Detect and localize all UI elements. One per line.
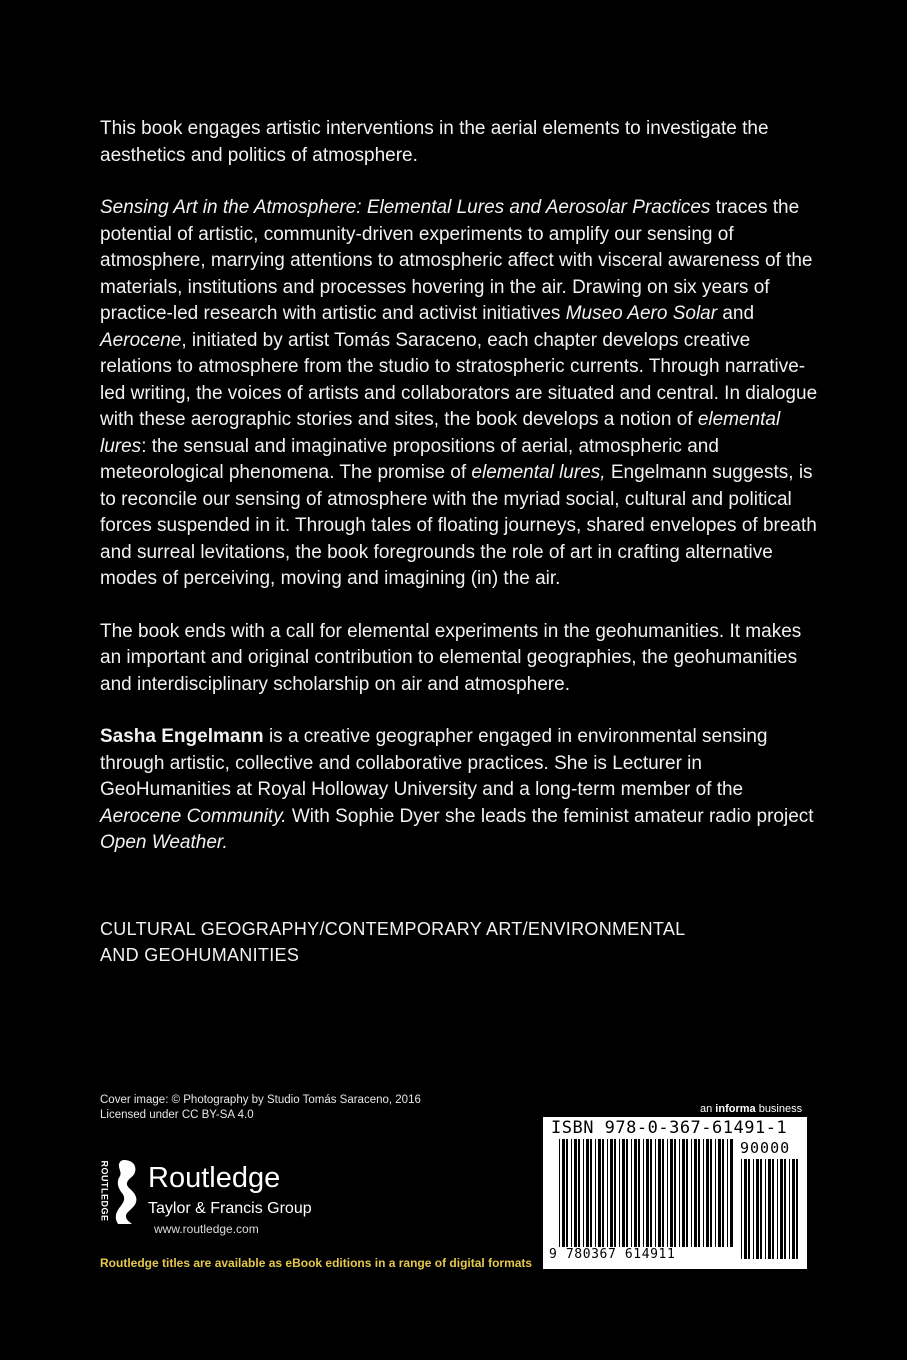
subject-category xyxy=(100,916,820,968)
informa-business xyxy=(700,1102,802,1116)
side-text-label: ROUTLEDGE xyxy=(99,1160,110,1222)
subject-line-1: CULTURAL GEOGRAPHY/CONTEMPORARY ART/ENVIRONMENTAL xyxy=(100,919,686,939)
credit-line-2: Licensed under CC BY-SA 4.0 xyxy=(100,1109,254,1121)
description-paragraph xyxy=(100,195,820,593)
open-weather: Open Weather. xyxy=(100,832,228,853)
aerocene: Aerocene xyxy=(100,329,182,351)
publisher-name: Routledge xyxy=(148,1162,281,1194)
description-text-a: traces the potential of artistic, community-driven experiments to amplify our sensing of atmosphere, marrying attentions to atmospheric affect with visceral awareness of the materials, institutions and processes hovering in the air. Drawing on six years of practice-led research with artistic and activist initiatives xyxy=(100,197,813,324)
author-name: Sasha Engelmann xyxy=(100,726,264,747)
description-text-e: Engelmann suggests, is to reconcile our sensing of atmosphere with the myriad social, cultural and political forces suspended in it. Through tales of floating journeys, shared envelopes of breath and surreal levitations, the book foregrounds the role of art in crafting alternative modes of perceiving, moving and imagining (in) the air. xyxy=(100,462,817,589)
informa-pre: an xyxy=(700,1103,716,1115)
routledge-side-text xyxy=(96,1162,110,1224)
isbn-barcode xyxy=(543,1117,807,1269)
ebook-note: Routledge titles are available as eBook editions in a range of digital formats xyxy=(100,1256,533,1270)
elemental-lures-2: elemental lures, xyxy=(471,462,606,483)
author-bio-text-b: With Sophie Dyer she leads the feminist amateur radio project xyxy=(286,805,814,827)
routledge-logo xyxy=(96,1158,356,1236)
publisher-group: Taylor & Francis Group xyxy=(148,1200,312,1217)
barcode-digits: 9 780367 614911 xyxy=(549,1247,676,1262)
description-text-d: : the sensual and imaginative propositions of aerial, atmospheric and meteorological phenomena. The promise of xyxy=(100,435,719,483)
credit-line-1: Cover image: © Photography by Studio Tomás Saraceno, 2016 xyxy=(100,1094,421,1106)
description-text-c: , initiated by artist Tomás Saraceno, each chapter develops creative relations to atmosphere from the studio to stratospheric currents. Through narrative-led writing, the voices of artists and collaborators are situated and central. In dialogue with these aerographic stories and sites, the book develops a notion of xyxy=(100,329,818,430)
book-title: Sensing Art in the Atmosphere: Elemental Lures and Aerosolar Practices xyxy=(100,197,711,218)
author-bio-text-a: is a creative geographer engaged in environmental sensing through artistic, collective and collaborative practices. She is Lecturer in GeoHumanities at Royal Holloway University and a long-term member of the xyxy=(100,726,768,800)
author-bio xyxy=(100,724,820,857)
informa-bold: informa xyxy=(715,1103,756,1115)
back-cover-blurb xyxy=(100,116,820,883)
publisher-url[interactable]: www.routledge.com xyxy=(154,1222,259,1236)
description-text-b: and xyxy=(717,303,755,324)
cover-credit xyxy=(100,1093,421,1123)
aerocene-community: Aerocene Community. xyxy=(100,805,287,827)
isbn-label: ISBN 978-0-367-61491-1 xyxy=(551,1118,788,1138)
routledge-figure-icon xyxy=(110,1158,142,1226)
museo-aero-solar: Museo Aero Solar xyxy=(565,303,718,324)
price-code: 90000 xyxy=(740,1139,791,1157)
subject-line-2: AND GEOHUMANITIES xyxy=(100,945,300,965)
intro-paragraph: This book engages artistic interventions in the aerial elements to investigate the aesthetics and politics of atmosphere. xyxy=(100,118,769,166)
elemental-lures-1: elemental lures xyxy=(100,409,781,457)
informa-post: business xyxy=(755,1103,803,1115)
conclusion-paragraph: The book ends with a call for elemental experiments in the geohumanities. It makes an important and original contribution to elemental geographies, the geohumanities and interdisciplinary scholarship on air and atmosphere. xyxy=(100,620,802,695)
